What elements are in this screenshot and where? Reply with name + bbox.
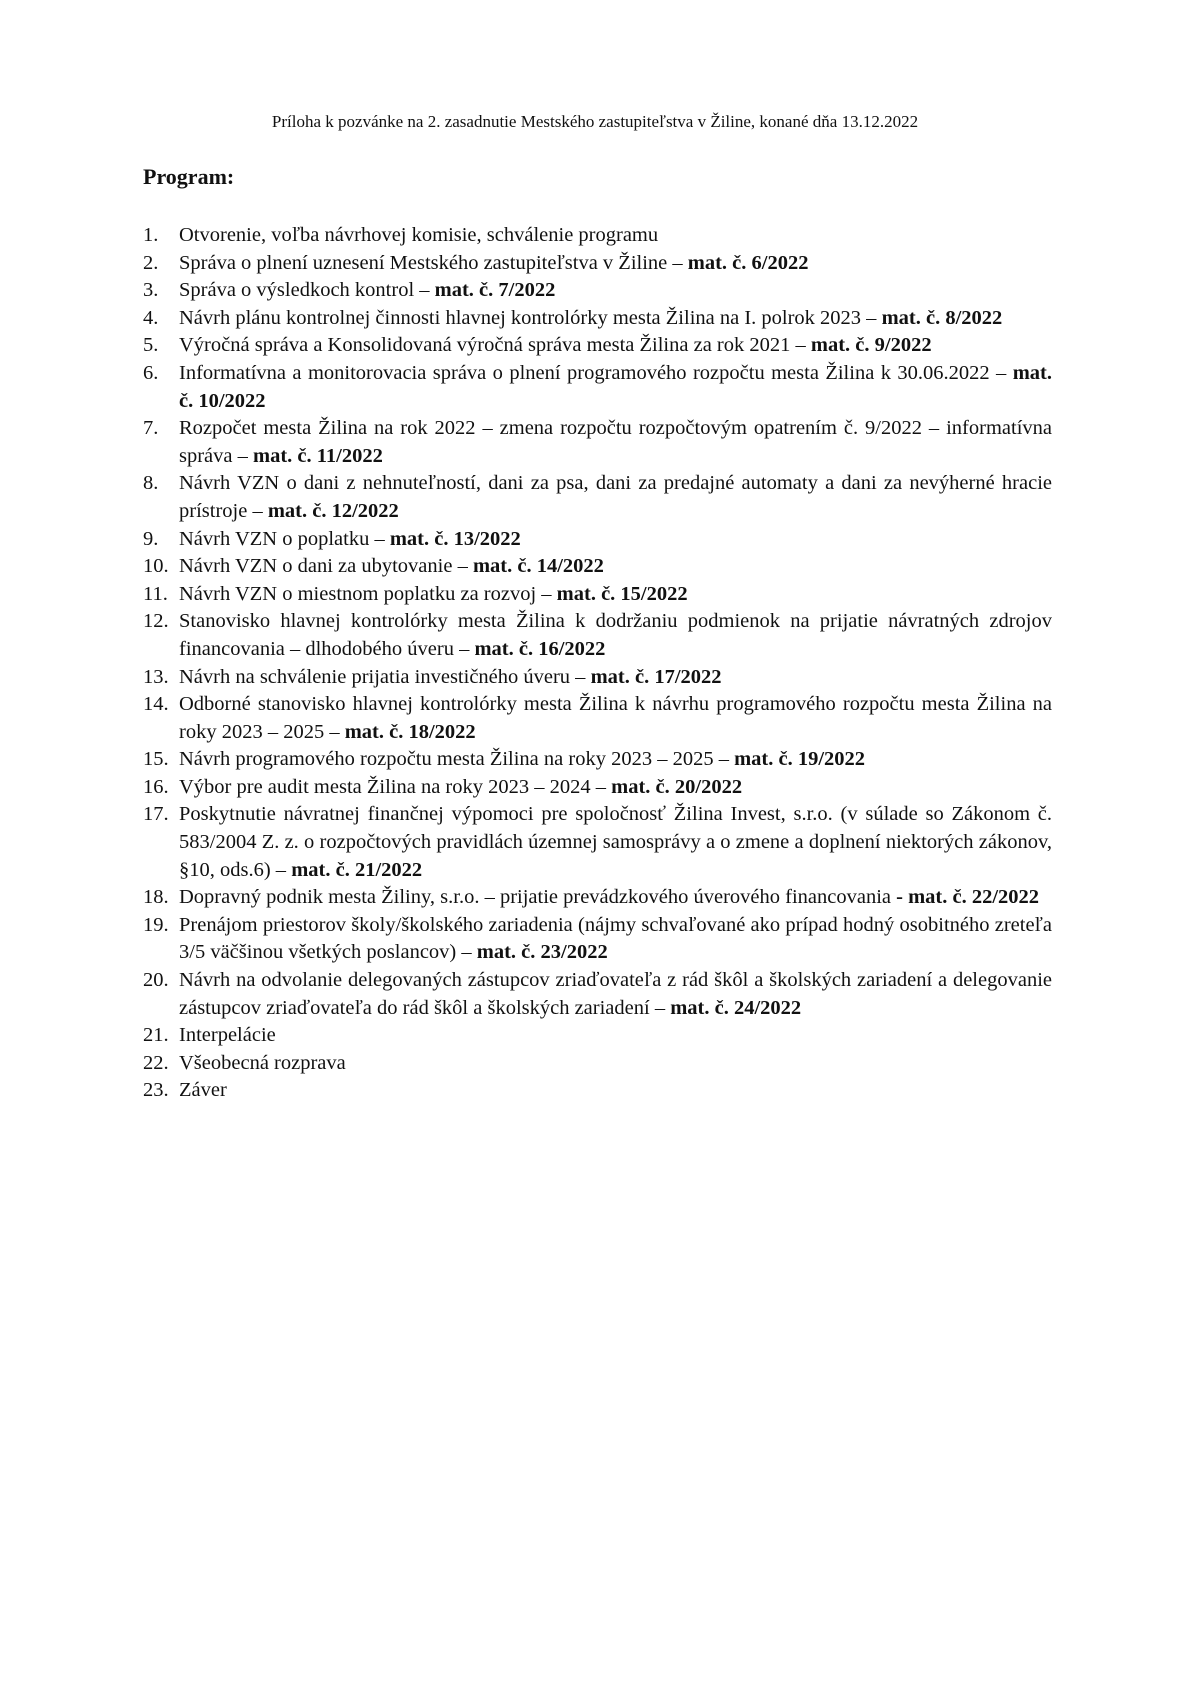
agenda-item-text bbox=[179, 664, 1052, 692]
agenda-item-title: Stanovisko hlavnej kontrolórky mesta Žilina k dodržaniu podmienok na prijatie návratných zdrojov financovania – dlhodobého úveru – bbox=[179, 610, 1052, 660]
agenda-item-number: 6. bbox=[143, 361, 159, 384]
agenda-item bbox=[143, 912, 1052, 967]
agenda-item bbox=[143, 746, 1052, 774]
agenda-item bbox=[143, 250, 1052, 278]
agenda-list bbox=[143, 222, 1052, 1105]
agenda-item-title: Záver bbox=[179, 1079, 227, 1102]
agenda-item bbox=[143, 967, 1052, 1022]
material-reference: mat. č. 23/2022 bbox=[476, 941, 608, 964]
agenda-item bbox=[143, 1050, 1052, 1078]
material-reference: mat. č. 20/2022 bbox=[611, 775, 743, 798]
agenda-item bbox=[143, 415, 1052, 470]
agenda-item-text bbox=[179, 526, 1052, 554]
agenda-item-number: 8. bbox=[143, 472, 159, 495]
agenda-item-text bbox=[179, 553, 1052, 581]
agenda-item-number: 11. bbox=[143, 582, 168, 605]
agenda-item bbox=[143, 222, 1052, 250]
agenda-item bbox=[143, 581, 1052, 609]
agenda-item-text bbox=[179, 581, 1052, 609]
agenda-item-text bbox=[179, 967, 1052, 1022]
agenda-item-number: 12. bbox=[143, 610, 169, 633]
agenda-item bbox=[143, 801, 1052, 884]
agenda-item-text bbox=[179, 470, 1052, 525]
agenda-item bbox=[143, 526, 1052, 554]
material-reference: mat. č. 10/2022 bbox=[179, 361, 1052, 412]
material-reference: mat. č. 13/2022 bbox=[389, 527, 521, 550]
agenda-item bbox=[143, 305, 1052, 333]
agenda-item-number: 4. bbox=[143, 306, 159, 329]
material-reference: mat. č. 11/2022 bbox=[253, 444, 383, 467]
material-reference: mat. č. 6/2022 bbox=[687, 251, 809, 274]
agenda-item-title: Dopravný podnik mesta Žiliny, s.r.o. – prijatie prevádzkového úverového financovania bbox=[179, 886, 897, 909]
agenda-item-title: Správa o výsledkoch kontrol – bbox=[179, 279, 435, 302]
attachment-note: Príloha k pozvánke na 2. zasadnutie Mestského zastupiteľstva v Žiline, konané dňa 13.12.2022 bbox=[271, 112, 919, 131]
agenda-item bbox=[143, 1022, 1052, 1050]
agenda-item-number: 17. bbox=[143, 803, 169, 826]
agenda-item-number: 9. bbox=[143, 527, 159, 550]
agenda-item-title: Otvorenie, voľba návrhovej komisie, schválenie programu bbox=[179, 224, 659, 246]
agenda-item-title: Prenájom priestorov školy/školského zariadenia (nájmy schvaľované ako prípad hodný osobitného zreteľa 3/5 väčšinou všetkých poslancov) – bbox=[179, 913, 1052, 964]
agenda-item-text bbox=[179, 884, 1052, 912]
agenda-item-text bbox=[179, 1022, 1052, 1050]
material-reference: mat. č. 19/2022 bbox=[734, 748, 866, 771]
agenda-item bbox=[143, 553, 1052, 581]
agenda-item-title: Návrh na schválenie prijatia investičného úveru – bbox=[179, 665, 591, 688]
agenda-item-text bbox=[179, 250, 1052, 278]
agenda-item-number: 16. bbox=[143, 775, 169, 798]
agenda-item-title: Všeobecná rozprava bbox=[179, 1051, 346, 1074]
agenda-item-title: Návrh na odvolanie delegovaných zástupcov zriaďovateľa z rád škôl a školských zariadení a delegovanie zástupcov zriaďovateľa do rád škôl a školských zariadení – bbox=[179, 969, 1052, 1019]
agenda-item bbox=[143, 470, 1052, 525]
material-reference: mat. č. 18/2022 bbox=[344, 720, 476, 743]
material-reference: mat. č. 12/2022 bbox=[267, 499, 399, 522]
agenda-item-text bbox=[179, 774, 1052, 802]
agenda-item-title: Správa o plnení uznesení Mestského zastupiteľstva v Žiline – bbox=[179, 251, 688, 274]
agenda-item-title: Informatívna a monitorovacia správa o plnení programového rozpočtu mesta Žilina k 30.06.2022 – bbox=[179, 361, 1013, 384]
agenda-item-text bbox=[179, 801, 1052, 884]
agenda-item bbox=[143, 664, 1052, 692]
agenda-item bbox=[143, 1077, 1052, 1105]
agenda-item-number: 19. bbox=[143, 913, 169, 936]
agenda-item-title: Návrh plánu kontrolnej činnosti hlavnej kontrolórky mesta Žilina na I. polrok 2023 – bbox=[179, 306, 882, 329]
material-reference: - mat. č. 22/2022 bbox=[896, 886, 1040, 909]
agenda-item-text bbox=[179, 691, 1052, 746]
agenda-item-number: 23. bbox=[143, 1079, 169, 1102]
agenda-item-text bbox=[179, 277, 1052, 305]
agenda-item-number: 14. bbox=[143, 693, 169, 716]
agenda-item-text bbox=[179, 222, 1052, 250]
agenda-item bbox=[143, 277, 1052, 305]
material-reference: mat. č. 24/2022 bbox=[670, 996, 802, 1019]
agenda-item-title: Interpelácie bbox=[179, 1024, 276, 1047]
agenda-item-title: Výbor pre audit mesta Žilina na roky 2023 – 2024 – bbox=[179, 775, 612, 798]
agenda-item-text bbox=[179, 1077, 1052, 1105]
agenda-item-number: 18. bbox=[143, 886, 169, 909]
agenda-item-number: 5. bbox=[143, 334, 159, 357]
agenda-item-text bbox=[179, 332, 1052, 360]
agenda-item bbox=[143, 691, 1052, 746]
agenda-item-title: Návrh VZN o poplatku – bbox=[179, 527, 390, 550]
material-reference: mat. č. 9/2022 bbox=[810, 334, 932, 357]
program-title: Program: bbox=[143, 164, 235, 189]
agenda-item-title: Návrh VZN o dani za ubytovanie – bbox=[179, 555, 473, 578]
material-reference: mat. č. 21/2022 bbox=[291, 858, 423, 881]
agenda-item-number: 13. bbox=[143, 665, 169, 688]
agenda-item-number: 22. bbox=[143, 1051, 169, 1074]
material-reference: mat. č. 7/2022 bbox=[434, 279, 556, 302]
agenda-item bbox=[143, 608, 1052, 663]
material-reference: mat. č. 14/2022 bbox=[472, 555, 604, 578]
agenda-item-title: Poskytnutie návratnej finančnej výpomoci pre spoločnosť Žilina Invest, s.r.o. (v súlade so Zákonom č. 583/2004 Z. z. o rozpočtových pravidlách územnej samosprávy a o zmene a doplnení niektorých zákonov, §10, ods.6) – bbox=[179, 803, 1052, 881]
agenda-item-number: 21. bbox=[143, 1024, 169, 1047]
material-reference: mat. č. 16/2022 bbox=[474, 637, 606, 660]
material-reference: mat. č. 8/2022 bbox=[881, 306, 1003, 329]
agenda-item-number: 3. bbox=[143, 279, 159, 302]
agenda-item bbox=[143, 884, 1052, 912]
material-reference: mat. č. 15/2022 bbox=[556, 582, 688, 605]
agenda-item-title: Návrh programového rozpočtu mesta Žilina na roky 2023 – 2025 – bbox=[179, 748, 735, 771]
agenda-item-title: Odborné stanovisko hlavnej kontrolórky mesta Žilina k návrhu programového rozpočtu mesta Žilina na roky 2023 – 2025 – bbox=[179, 693, 1052, 743]
agenda-item-text bbox=[179, 360, 1052, 415]
agenda-item-text bbox=[179, 746, 1052, 774]
agenda-item-number: 7. bbox=[143, 417, 159, 440]
agenda-item-number: 15. bbox=[143, 748, 169, 771]
agenda-item-text bbox=[179, 912, 1052, 967]
agenda-item-text bbox=[179, 305, 1052, 333]
agenda-item-text bbox=[179, 608, 1052, 663]
agenda-item-title: Výročná správa a Konsolidovaná výročná správa mesta Žilina za rok 2021 – bbox=[179, 334, 811, 357]
agenda-item-title: Rozpočet mesta Žilina na rok 2022 – zmena rozpočtu rozpočtovým opatrením č. 9/2022 – informatívna správa – bbox=[179, 417, 1052, 467]
agenda-item-number: 1. bbox=[143, 224, 159, 246]
agenda-item-number: 20. bbox=[143, 969, 169, 992]
agenda-item bbox=[143, 774, 1052, 802]
agenda-item-number: 10. bbox=[143, 555, 169, 578]
material-reference: mat. č. 17/2022 bbox=[590, 665, 722, 688]
agenda-item-number: 2. bbox=[143, 251, 159, 274]
agenda-item bbox=[143, 332, 1052, 360]
agenda-item-title: Návrh VZN o dani z nehnuteľností, dani za psa, dani za predajné automaty a dani za nevýherné hracie prístroje – bbox=[179, 472, 1052, 522]
agenda-item-text bbox=[179, 415, 1052, 470]
agenda-item bbox=[143, 360, 1052, 415]
agenda-item-text bbox=[179, 1050, 1052, 1078]
agenda-item-title: Návrh VZN o miestnom poplatku za rozvoj – bbox=[179, 582, 557, 605]
